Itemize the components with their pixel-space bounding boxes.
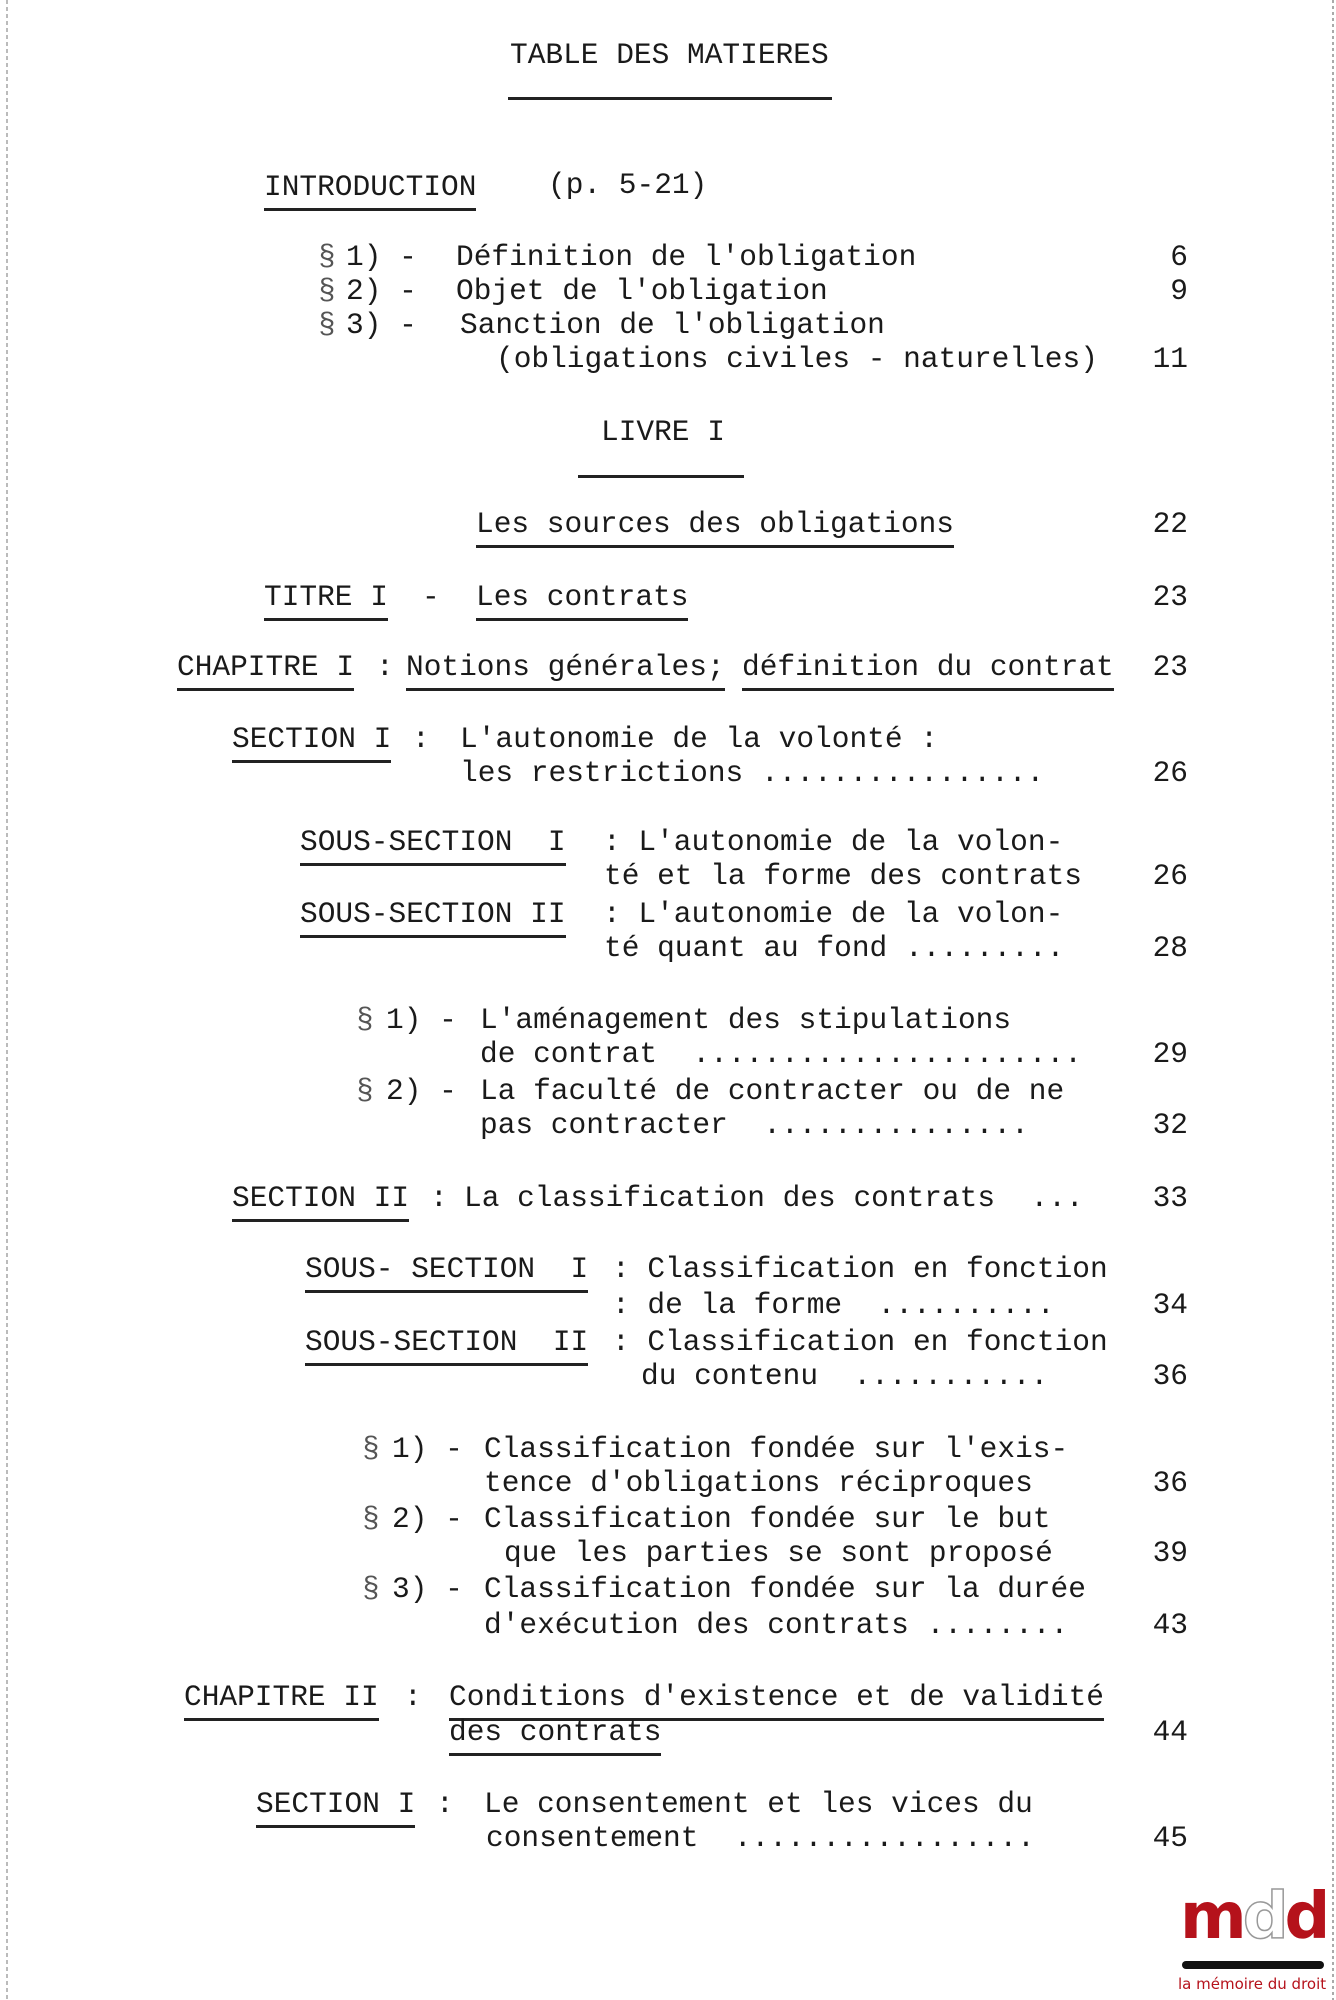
section-sign-icon: § bbox=[318, 308, 336, 342]
paragraph-line2: tence d'obligations réciproques bbox=[484, 1466, 1033, 1500]
titre-text: Les contrats bbox=[476, 580, 688, 621]
sous-section-2-line1: : L'autonomie de la volon- bbox=[603, 897, 1064, 931]
chapitre-1-heading: CHAPITRE I bbox=[177, 650, 354, 691]
page-number: 45 bbox=[1152, 1821, 1188, 1855]
paragraph-num: 3) - bbox=[392, 1572, 463, 1606]
page-number: 36 bbox=[1152, 1359, 1188, 1393]
intro-item-text: Sanction de l'obligation bbox=[460, 308, 885, 342]
section-1-sep: : bbox=[412, 722, 430, 756]
intro-item-text: Définition de l'obligation bbox=[456, 240, 917, 274]
chapitre-1-text-b: définition du contrat bbox=[742, 650, 1114, 691]
sous-section-2-line1: : Classification en fonction bbox=[612, 1325, 1108, 1359]
introduction-pages: (p. 5-21) bbox=[548, 168, 708, 202]
paragraph-line1: La faculté de contracter ou de ne bbox=[480, 1074, 1065, 1108]
scan-edge-left bbox=[6, 0, 8, 2000]
page-number: 11 bbox=[1152, 342, 1188, 376]
paragraph-line1: Classification fondée sur le but bbox=[484, 1502, 1051, 1536]
intro-item-text-cont: (obligations civiles - naturelles) bbox=[496, 342, 1098, 376]
section-sign-icon: § bbox=[356, 1074, 374, 1108]
sous-section-1-heading: SOUS-SECTION I bbox=[300, 825, 566, 866]
section-sign-icon: § bbox=[356, 1003, 374, 1037]
paragraph-line2: de contrat ...................... bbox=[480, 1037, 1082, 1071]
logo-wordmark bbox=[1180, 1880, 1327, 1954]
page-number: 23 bbox=[1152, 650, 1188, 684]
sous-section-2-heading: SOUS-SECTION II bbox=[300, 897, 566, 938]
page-number: 32 bbox=[1152, 1108, 1188, 1142]
section-sign-icon: § bbox=[318, 274, 336, 308]
intro-item-text: Objet de l'obligation bbox=[456, 274, 828, 308]
logo-tagline: la mémoire du droit bbox=[1178, 1975, 1327, 1993]
sous-section-1-heading: SOUS- SECTION I bbox=[305, 1252, 588, 1293]
sous-section-1-line2: té et la forme des contrats bbox=[604, 859, 1082, 893]
paragraph-num: 2) - bbox=[392, 1502, 463, 1536]
section-sign-icon: § bbox=[318, 240, 336, 274]
paragraph-line2: pas contracter ............... bbox=[480, 1108, 1029, 1142]
logo-letter-d: d bbox=[1284, 1880, 1327, 1954]
page-number: 9 bbox=[1170, 274, 1188, 308]
page-number: 33 bbox=[1152, 1181, 1188, 1215]
sous-section-1-line1: : Classification en fonction bbox=[612, 1252, 1108, 1286]
section-1-line2: consentement ................. bbox=[486, 1821, 1035, 1855]
section-1-heading: SECTION I bbox=[256, 1787, 415, 1828]
titre-sep: - bbox=[422, 580, 440, 614]
intro-item-num: 1) - bbox=[346, 240, 417, 274]
page-number: 22 bbox=[1152, 507, 1188, 541]
paragraph-num: 2) - bbox=[386, 1074, 457, 1108]
sous-section-2-line2: té quant au fond ......... bbox=[604, 931, 1065, 965]
paragraph-line1: L'aménagement des stipulations bbox=[480, 1003, 1012, 1037]
sous-section-1-line2: : de la forme .......... bbox=[612, 1288, 1055, 1322]
intro-item-num: 2) - bbox=[346, 274, 417, 308]
page-number: 29 bbox=[1152, 1037, 1188, 1071]
page-number: 6 bbox=[1170, 240, 1188, 274]
page-number: 26 bbox=[1152, 859, 1188, 893]
section-sign-icon: § bbox=[362, 1572, 380, 1606]
section-1-line2: les restrictions ................ bbox=[460, 756, 1045, 790]
chapitre-2-line1: Conditions d'existence et de validité bbox=[449, 1680, 1104, 1721]
section-sign-icon: § bbox=[362, 1432, 380, 1466]
page-number: 43 bbox=[1152, 1608, 1188, 1642]
sous-section-1-line1: : L'autonomie de la volon- bbox=[603, 825, 1064, 859]
paragraph-line2: que les parties se sont proposé bbox=[504, 1536, 1053, 1570]
page-number: 28 bbox=[1152, 931, 1188, 965]
page-number: 34 bbox=[1152, 1288, 1188, 1322]
section-1-line1: L'autonomie de la volonté : bbox=[460, 722, 938, 756]
page-number: 39 bbox=[1152, 1536, 1188, 1570]
sous-section-2-heading: SOUS-SECTION II bbox=[305, 1325, 588, 1366]
title-rule bbox=[508, 97, 832, 100]
scan-edge-right bbox=[1332, 0, 1334, 2000]
section-1-sep: : bbox=[436, 1787, 454, 1821]
section-2-line1: La classification des contrats ... bbox=[464, 1181, 1084, 1215]
mdd-logo bbox=[1172, 1880, 1332, 1997]
paragraph-line2: d'exécution des contrats ........ bbox=[484, 1608, 1069, 1642]
titre-heading: TITRE I bbox=[264, 580, 388, 621]
livre-subtitle: Les sources des obligations bbox=[476, 507, 954, 548]
page-number: 36 bbox=[1152, 1466, 1188, 1500]
chapitre-1-sep: : bbox=[376, 650, 394, 684]
logo-letter-m: m bbox=[1180, 1880, 1243, 1954]
section-sign-icon: § bbox=[362, 1502, 380, 1536]
page-number: 26 bbox=[1152, 756, 1188, 790]
paragraph-line1: Classification fondée sur l'exis- bbox=[484, 1432, 1069, 1466]
paragraph-num: 1) - bbox=[386, 1003, 457, 1037]
paragraph-line1: Classification fondée sur la durée bbox=[484, 1572, 1086, 1606]
livre-rule bbox=[578, 475, 744, 478]
page-title: TABLE DES MATIERES bbox=[510, 38, 829, 72]
introduction-heading: INTRODUCTION bbox=[264, 170, 476, 211]
section-1-heading: SECTION I bbox=[232, 722, 391, 763]
chapitre-2-sep: : bbox=[404, 1680, 422, 1714]
logo-bar bbox=[1182, 1961, 1324, 1969]
chapitre-2-line2: des contrats bbox=[449, 1715, 661, 1756]
page-number: 23 bbox=[1152, 580, 1188, 614]
chapitre-1-text-a: Notions générales; bbox=[406, 650, 725, 691]
section-2-heading: SECTION II bbox=[232, 1181, 409, 1222]
sous-section-2-line2: du contenu ........... bbox=[641, 1359, 1049, 1393]
page-number: 44 bbox=[1152, 1715, 1188, 1749]
livre-heading: LIVRE I bbox=[601, 415, 725, 449]
section-2-sep: : bbox=[430, 1181, 448, 1215]
section-1-line1: Le consentement et les vices du bbox=[484, 1787, 1033, 1821]
logo-letter-d-outline: d bbox=[1242, 1880, 1285, 1954]
chapitre-2-heading: CHAPITRE II bbox=[184, 1680, 379, 1721]
paragraph-num: 1) - bbox=[392, 1432, 463, 1466]
intro-item-num: 3) - bbox=[346, 308, 417, 342]
